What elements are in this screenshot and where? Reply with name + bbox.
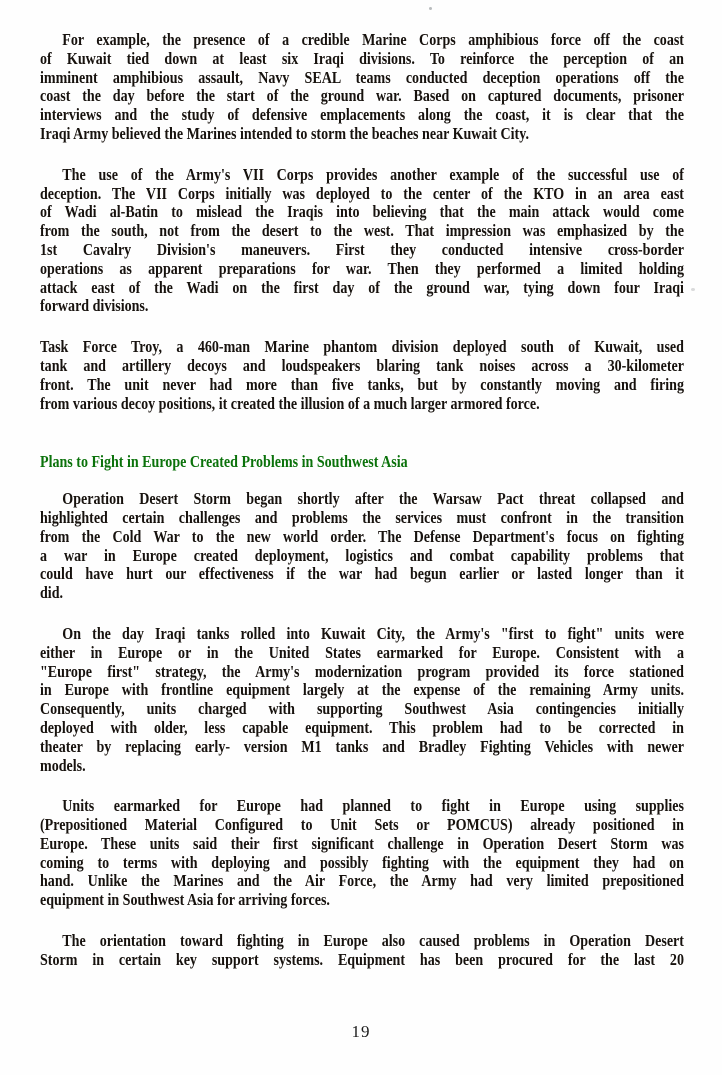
text-line: of Wadi al-Batin to mislead the Iraqis into believing that the main attack would come (40, 202, 684, 222)
text-line: of Kuwait tied down at least six Iraqi divisions. To reinforce the perception of an (40, 48, 684, 68)
text-line: highlighted certain challenges and problems the services must confront in the transition (40, 507, 684, 527)
text-line: imminent amphibious assault, Navy SEAL teams conducted deception operations off the (40, 67, 684, 87)
text-line: equipment in Southwest Asia for arriving forces. (40, 890, 330, 910)
text-line: coming to terms with deploying and possibly fighting with the equipment they had on (40, 852, 684, 872)
text-line: The use of the Army's VII Corps provides another example of the successful use of (62, 164, 684, 184)
text-line: attack east of the Wadi on the first day of the ground war, tying down four Iraqi (40, 277, 684, 297)
text-line: "Europe first" strategy, the Army's modernization program provided its force stationed (40, 661, 684, 681)
paragraph (40, 797, 684, 910)
scan-speck (429, 7, 432, 10)
page-body (40, 31, 684, 970)
text-line: deployed with older, less capable equipment. This problem had to be corrected in (40, 717, 684, 737)
text-line: forward divisions. (40, 296, 149, 316)
text-line: (Prepositioned Material Configured to Unit Sets or POMCUS) already positioned in (40, 815, 684, 835)
text-line: interviews and the study of defensive emplacements along the coast, it is clear that the (40, 105, 684, 125)
text-line: in Europe with frontline equipment largely at the expense of the remaining Army units. (40, 680, 684, 700)
text-line: coast the day before the start of the ground war. Based on captured documents, prisoner (40, 86, 684, 106)
paragraph (40, 338, 684, 413)
text-line: tank and artillery decoys and loudspeakers blaring tank noises across a 30-kilometer (40, 355, 684, 375)
text-line: Europe. These units said their first significant challenge in Operation Desert Storm was (40, 833, 684, 853)
text-line: deception. The VII Corps initially was deployed to the center of the KTO in an area east (40, 183, 684, 203)
text-line: The orientation toward fighting in Europe also caused problems in Operation Desert (62, 931, 684, 951)
text-line: Consequently, units charged with supporting Southwest Asia contingencies initially (40, 699, 684, 719)
text-line: On the day Iraqi tanks rolled into Kuwait City, the Army's "first to fight" units were (62, 623, 684, 643)
text-line: models. (40, 755, 86, 775)
paragraph (40, 932, 684, 970)
text-line: hand. Unlike the Marines and the Air Force, the Army had very limited prepositioned (40, 871, 684, 891)
text-line: Iraqi Army believed the Marines intended to storm the beaches near Kuwait City. (40, 123, 529, 143)
text-line: front. The unit never had more than five tanks, but by constantly moving and firing (40, 374, 684, 394)
text-line: could have hurt our effectiveness if the war had begun earlier or lasted longer than it (40, 564, 684, 584)
text-line: Storm in certain key support systems. Equipment has been procured for the last 20 (40, 949, 684, 969)
paragraph (40, 490, 684, 603)
scan-speck (691, 288, 695, 291)
paragraph (40, 625, 684, 775)
text-line: from the Cold War to the new world order. The Defense Department's focus on fighting (40, 526, 684, 546)
text-line: did. (40, 583, 64, 603)
text-line: 1st Cavalry Division's maneuvers. First they conducted intensive cross-border (40, 239, 684, 259)
text-line: a war in Europe created deployment, logistics and combat capability problems that (40, 545, 684, 565)
text-line: Operation Desert Storm began shortly after the Warsaw Pact threat collapsed and (62, 489, 684, 509)
section-heading: Plans to Fight in Europe Created Problems in Southwest Asia (40, 452, 408, 472)
paragraph (40, 31, 684, 144)
text-line: Task Force Troy, a 460-man Marine phantom division deployed south of Kuwait, used (40, 337, 684, 357)
text-line: from the south, not from the desert to the west. That impression was emphasized by the (40, 221, 684, 241)
text-line: For example, the presence of a credible Marine Corps amphibious force off the coast (62, 30, 684, 49)
page-number: 19 (351, 1022, 371, 1041)
text-line: Units earmarked for Europe had planned to fight in Europe using supplies (62, 796, 684, 816)
text-line: theater by replacing early- version M1 tanks and Bradley Fighting Vehicles with newer (40, 736, 684, 756)
text-line: operations as apparent preparations for war. Then they performed a limited holding (40, 258, 684, 278)
text-line: from various decoy positions, it created the illusion of a much larger armored force. (40, 393, 540, 413)
text-line: either in Europe or in the United States earmarked for Europe. Consistent with a (40, 642, 684, 662)
paragraph (40, 166, 684, 316)
